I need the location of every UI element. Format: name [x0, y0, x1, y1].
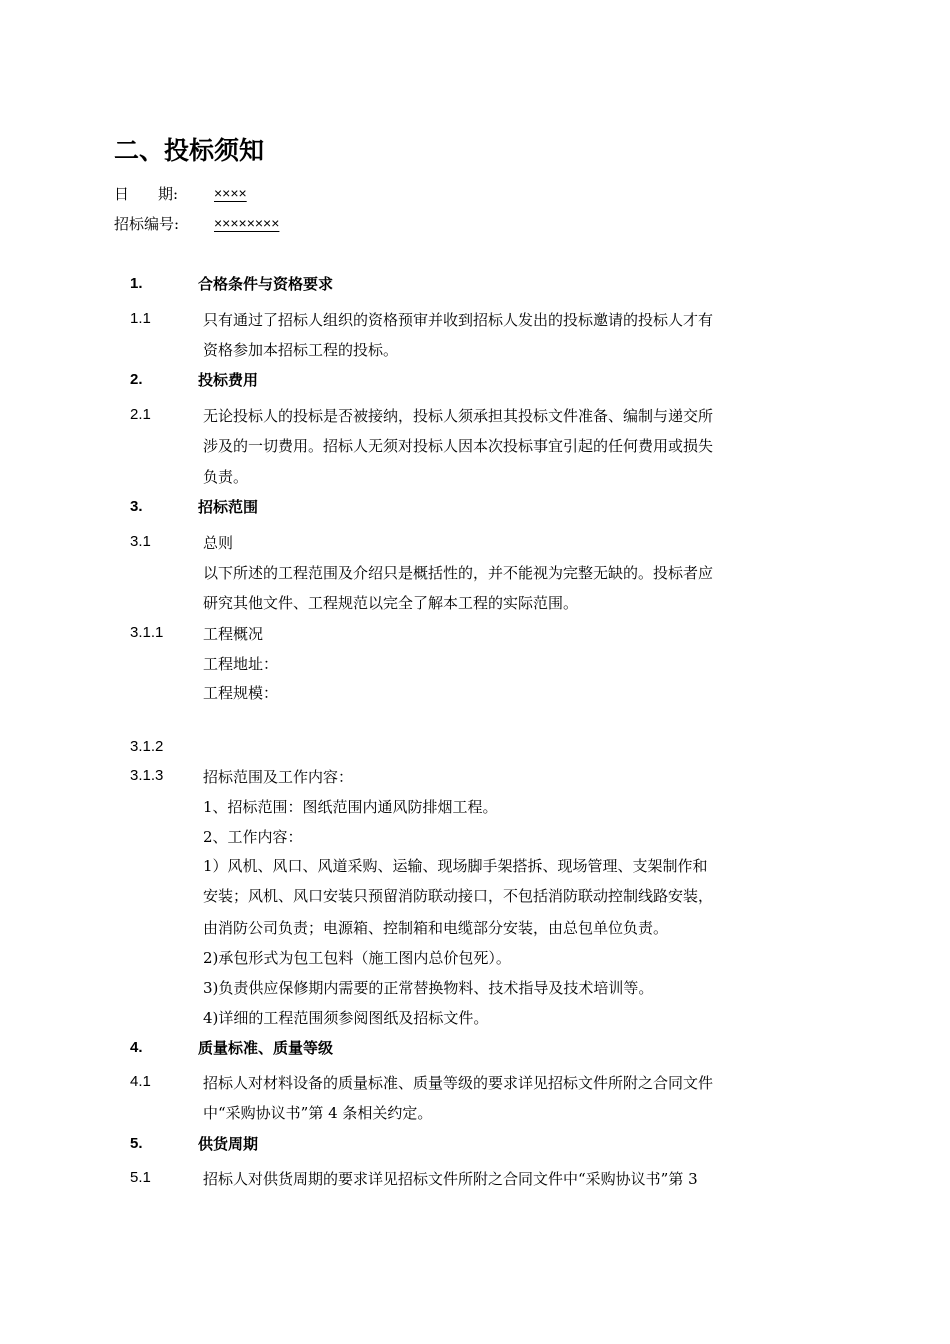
section-2-1-line-3: 负责。: [203, 468, 249, 486]
section-1-number: 1.: [130, 275, 143, 292]
section-3-1-3-line-9: 4)详细的工程范围须参阅图纸及招标文件。: [203, 1009, 489, 1027]
section-3-heading: 招标范围: [198, 498, 259, 516]
date-value: ××××: [214, 185, 247, 201]
section-1-1-line-1: 只有通过了招标人组织的资格预审并收到招标人发出的投标邀请的投标人才有: [203, 311, 714, 329]
section-5-number: 5.: [130, 1135, 143, 1152]
section-3-1-3-line-3: 2、工作内容：: [203, 828, 303, 846]
section-3-1-3-number: 3.1.3: [130, 767, 164, 784]
section-4-number: 4.: [130, 1039, 143, 1056]
section-4-1-line-1: 招标人对材料设备的质量标准、质量等级的要求详见招标文件所附之合同文件: [203, 1074, 714, 1092]
section-2-number: 2.: [130, 371, 143, 388]
section-3-1-3-line-2: 1、招标范围：图纸范围内通风防排烟工程。: [203, 798, 498, 816]
section-2-heading: 投标费用: [198, 371, 259, 389]
section-3-1-3-line-1: 招标范围及工作内容：: [203, 768, 354, 786]
section-3-1-2-number: 3.1.2: [130, 738, 164, 755]
section-3-number: 3.: [130, 498, 143, 515]
date-label-char-2: 期:: [158, 185, 179, 203]
section-4-1-line-2: 中“采购协议书”第 4 条相关约定。: [203, 1104, 433, 1122]
section-3-1-1-line-3: 工程规模：: [203, 684, 279, 702]
section-2-1-number: 2.1: [130, 406, 151, 423]
section-2-1-line-1: 无论投标人的投标是否被接纳，投标人须承担其投标文件准备、编制与递交所: [203, 407, 714, 425]
page-title: 二、投标须知: [114, 136, 265, 165]
section-4-1-number: 4.1: [130, 1073, 151, 1090]
section-3-1-3-line-6: 由消防公司负责；电源箱、控制箱和电缆部分安装，由总包单位负责。: [203, 919, 669, 937]
date-label: [114, 184, 178, 204]
section-3-1-1-number: 3.1.1: [130, 624, 164, 641]
section-3-1-line-3: 研究其他文件、工程规范以完全了解本工程的实际范围。: [203, 594, 579, 612]
section-3-1-3-line-5: 安装；风机、风口安装只预留消防联动接口，不包括消防联动控制线路安装，: [203, 887, 714, 905]
section-3-1-3-line-4: 1）风机、风口、风道采购、运输、现场脚手架搭拆、现场管理、支架制作和: [203, 857, 708, 875]
section-3-1-line-1: 总则: [203, 534, 234, 552]
section-5-1-number: 5.1: [130, 1169, 151, 1186]
section-1-1-line-2: 资格参加本招标工程的投标。: [203, 341, 399, 359]
section-1-heading: 合格条件与资格要求: [198, 275, 334, 293]
section-3-1-3-line-8: 3)负责供应保修期内需要的正常替换物料、技术指导及技术培训等。: [203, 979, 654, 997]
section-5-heading: 供货周期: [198, 1135, 259, 1153]
section-5-1-line-1: 招标人对供货周期的要求详见招标文件所附之合同文件中“采购协议书”第 3: [203, 1170, 698, 1188]
section-1-1-number: 1.1: [130, 310, 151, 327]
section-3-1-number: 3.1: [130, 533, 151, 550]
section-3-1-1-line-1: 工程概况: [203, 625, 264, 643]
code-label: 招标编号:: [114, 215, 180, 233]
section-3-1-3-line-7: 2)承包形式为包工包料（施工图内总价包死）。: [203, 949, 511, 967]
date-label-char-1: 日: [114, 185, 130, 203]
section-3-1-1-line-2: 工程地址：: [203, 655, 279, 673]
section-4-heading: 质量标准、质量等级: [198, 1039, 334, 1057]
code-value: ××××××××: [214, 215, 280, 231]
section-3-1-line-2: 以下所述的工程范围及介绍只是概括性的，并不能视为完整无缺的。投标者应: [203, 564, 714, 582]
section-2-1-line-2: 涉及的一切费用。招标人无须对投标人因本次投标事宜引起的任何费用或损失: [203, 437, 714, 455]
